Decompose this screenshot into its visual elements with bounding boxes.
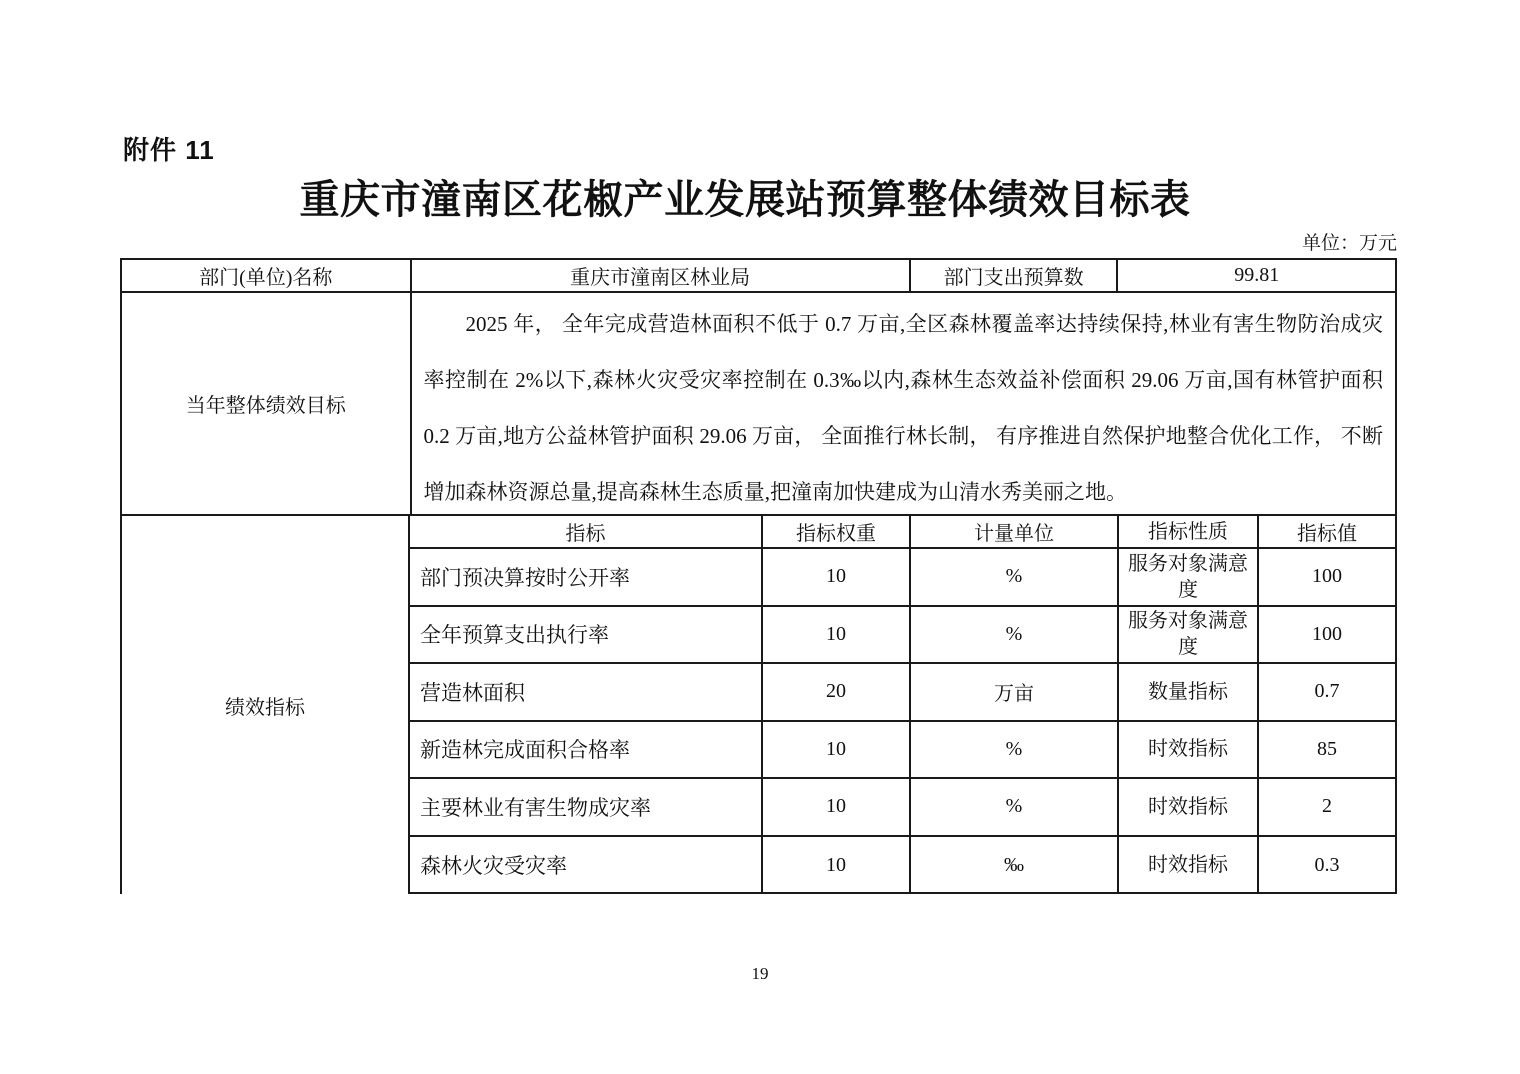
- indicator-nature: 时效指标: [1119, 837, 1259, 895]
- indicator-weight: 10: [763, 722, 911, 778]
- indicator-unit: %: [911, 722, 1119, 778]
- indicator-name: 营造林面积: [410, 664, 763, 720]
- table-row-indicators: [122, 516, 1395, 894]
- annual-target-text: 2025 年， 全年完成营造林面积不低于 0.7 万亩,全区森林覆盖率达持续保持,林业有害生物防治成灾率控制在 2%以下,森林火灾受灾率控制在 0.3‰以内,森林生态效益补偿面积 29.06 万亩,国有林管护面积 0.2 万亩,地方公益林管护面积 29.06 万亩， 全面推行林长制， 有序推进自然保护地整合优化工作， 不断增加森林资源总量,提高森林生态质量,把潼南加快建成为山清水秀美丽之地。: [423, 312, 1383, 504]
- indicator-unit: %: [911, 549, 1119, 605]
- indicator-value: 0.3: [1314, 853, 1340, 876]
- header-value: 指标值: [1297, 523, 1357, 545]
- indicator-row: [410, 664, 1395, 722]
- indicator-row: [410, 837, 1395, 895]
- header-indicator: 指标: [410, 516, 763, 547]
- indicator-weight: 20: [763, 664, 911, 720]
- indicator-name: 部门预决算按时公开率: [410, 549, 763, 605]
- table-row-department: [122, 260, 1395, 293]
- indicator-row: [410, 549, 1395, 607]
- indicator-unit: ‰: [911, 837, 1119, 895]
- indicator-row: [410, 722, 1395, 780]
- indicator-nature: 服务对象满意度: [1119, 607, 1259, 663]
- header-nature: 指标性质: [1119, 516, 1259, 547]
- indicator-value: 2: [1322, 795, 1332, 818]
- indicators-label: 绩效指标: [225, 696, 305, 719]
- indicator-unit: %: [911, 607, 1119, 663]
- header-weight: 指标权重: [763, 516, 911, 547]
- indicators-subtable: [408, 516, 1395, 894]
- indicator-weight: 10: [763, 779, 911, 835]
- dept-name-label: 部门(单位)名称: [122, 260, 412, 291]
- indicator-nature: 数量指标: [1119, 664, 1259, 720]
- dept-name-value: 重庆市潼南区林业局: [412, 260, 911, 291]
- indicator-value: 100: [1312, 565, 1342, 588]
- header-unit: 计量单位: [911, 516, 1119, 547]
- indicator-value: 0.7: [1314, 680, 1340, 703]
- table-row-annual-target: [122, 293, 1395, 516]
- indicator-weight: 10: [763, 837, 911, 895]
- indicator-nature: 时效指标: [1119, 722, 1259, 778]
- budget-label: 部门支出预算数: [911, 260, 1119, 291]
- indicator-row: [410, 779, 1395, 837]
- indicator-value: 85: [1317, 737, 1337, 760]
- indicator-name: 森林火灾受灾率: [410, 837, 763, 895]
- indicator-unit: %: [911, 779, 1119, 835]
- indicator-weight: 10: [763, 607, 911, 663]
- indicator-weight: 10: [763, 549, 911, 605]
- indicator-nature: 时效指标: [1119, 779, 1259, 835]
- indicator-row: [410, 607, 1395, 665]
- indicator-nature: 服务对象满意度: [1119, 549, 1259, 605]
- indicator-value: 100: [1312, 622, 1342, 645]
- indicator-name: 新造林完成面积合格率: [410, 722, 763, 778]
- indicators-header-row: [410, 516, 1395, 549]
- attachment-label: 附件 11: [123, 135, 215, 165]
- page-number: 19: [751, 964, 769, 983]
- indicator-name: 全年预算支出执行率: [410, 607, 763, 663]
- page-title: 重庆市潼南区花椒产业发展站预算整体绩效目标表: [299, 177, 1191, 222]
- unit-note: 单位：万元: [1301, 233, 1397, 254]
- annual-target-label: 当年整体绩效目标: [122, 293, 412, 514]
- performance-target-table: [120, 258, 1397, 894]
- indicator-unit: 万亩: [911, 664, 1119, 720]
- indicator-name: 主要林业有害生物成灾率: [410, 779, 763, 835]
- budget-value: 99.81: [1234, 264, 1280, 286]
